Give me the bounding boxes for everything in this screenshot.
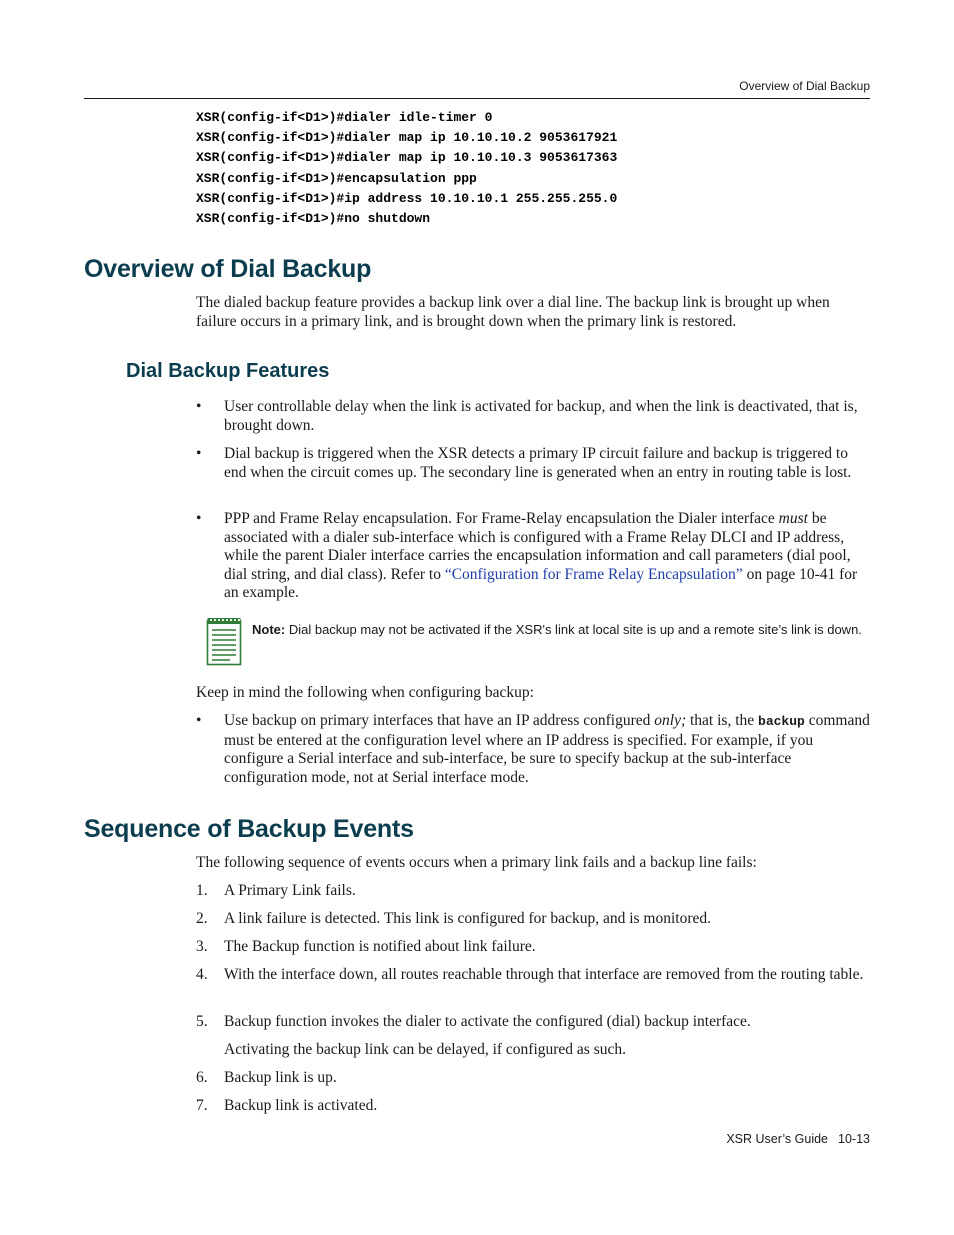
header-rule [84,98,870,99]
list-item [196,445,870,482]
step-text: The Backup function is notified about link failure. [224,938,536,955]
list-item-text: PPP and Frame Relay encapsulation. For Frame-Relay encapsulation the Dialer interface must be associated with a dialer sub-interface which is configured with a Frame Relay DLCI and IP address, while the parent Dialer interface carries the encapsulation information and call parameters (dial pool, dial string, and dial class). Refer to “Configuration for Frame Relay Encapsulation” on page 10-41 for an example. [224,510,858,602]
note-text: Dial backup may not be activated if the XSR's link at local site is up and a remote site’s link is down. [285,622,862,637]
code-line: XSR(config-if<D1>)#dialer map ip 10.10.10.3 9053617363 [196,150,618,166]
notepad-icon [206,616,242,666]
list-item [196,938,870,957]
heading-features: Dial Backup Features [126,360,330,382]
list-item-text: User controllable delay when the link is activated for backup, and when the link is deactivated, that is, brought down. [224,398,858,434]
list-item [196,910,870,929]
code-line: XSR(config-if<D1>)#ip address 10.10.10.1 255.255.255.0 [196,190,618,206]
code-line: XSR(config-if<D1>)#dialer map ip 10.10.10.2 9053617921 [196,130,618,146]
step-text: A link failure is detected. This link is configured for backup, and is monitored. [224,910,711,927]
list-item [196,882,870,901]
step-text: With the interface down, all routes reachable through that interface are removed from the routing table. [224,966,864,983]
keep-in-mind-intro: Keep in mind the following when configuring backup: [196,684,534,701]
heading-sequence: Sequence of Backup Events [84,815,414,843]
code-block [196,108,617,229]
code-line: XSR(config-if<D1>)#dialer idle-timer 0 [196,110,493,125]
step-number: 4. [196,966,208,983]
emphasis: only; [654,712,687,729]
bullet: • [196,510,202,527]
cross-reference-link[interactable]: “Configuration for Frame Relay Encapsulation” [444,565,743,583]
guide-title: XSR User’s Guide [726,1132,829,1146]
page-number: 10-13 [838,1132,870,1146]
list-item [196,966,870,985]
list-item [196,1069,870,1088]
step-number: 1. [196,882,208,899]
step-text: Backup function invokes the dialer to activate the configured (dial) backup interface. [224,1013,751,1030]
step-text: Backup link is up. [224,1069,337,1086]
list-item [196,1097,870,1116]
list-item-text: Use backup on primary interfaces that have an IP address configured only; that is, the backup command must be entered at the configuration level where an IP address is specified. For example, if you configure a Serial interface and sub-interface, be sure to specify backup at the sub-interface configuration mode, not at Serial interface mode. [224,712,870,786]
list-item [196,1013,870,1032]
bullet: • [196,445,202,462]
bullet: • [196,398,202,415]
step-text: A Primary Link fails. [224,882,356,899]
list-item-text: Dial backup is triggered when the XSR detects a primary IP circuit failure and backup is triggered to end when the circuit comes up. The secondary line is generated when an entry in routing table is lost. [224,445,852,481]
emphasis: must [778,510,808,527]
note [252,621,872,638]
step-number: 6. [196,1069,208,1086]
note-label: Note: [252,622,286,637]
step-sub-text: Activating the backup link can be delayed, if configured as such. [224,1041,627,1058]
page-footer [726,1132,870,1146]
code-line: XSR(config-if<D1>)#no shutdown [196,211,431,227]
step-number: 2. [196,910,208,927]
step-text: Backup link is activated. [224,1097,378,1114]
list-item-continuation [196,1041,870,1060]
sequence-intro: The following sequence of events occurs when a primary link fails and a backup line fails: [196,854,757,871]
overview-intro: The dialed backup feature provides a backup link over a dial line. The backup link is brought up when failure occurs in a primary link, and is brought down when the primary link is restored. [196,294,830,330]
list-item [196,398,870,435]
running-header: Overview of Dial Backup [739,79,870,93]
step-number: 3. [196,938,208,955]
inline-code: backup [758,714,805,729]
bullet: • [196,712,202,729]
list-item [196,510,870,603]
step-number: 7. [196,1097,208,1114]
step-number: 5. [196,1013,208,1030]
list-item [196,712,870,787]
heading-overview: Overview of Dial Backup [84,255,372,283]
code-line: XSR(config-if<D1>)#encapsulation ppp [196,170,477,186]
